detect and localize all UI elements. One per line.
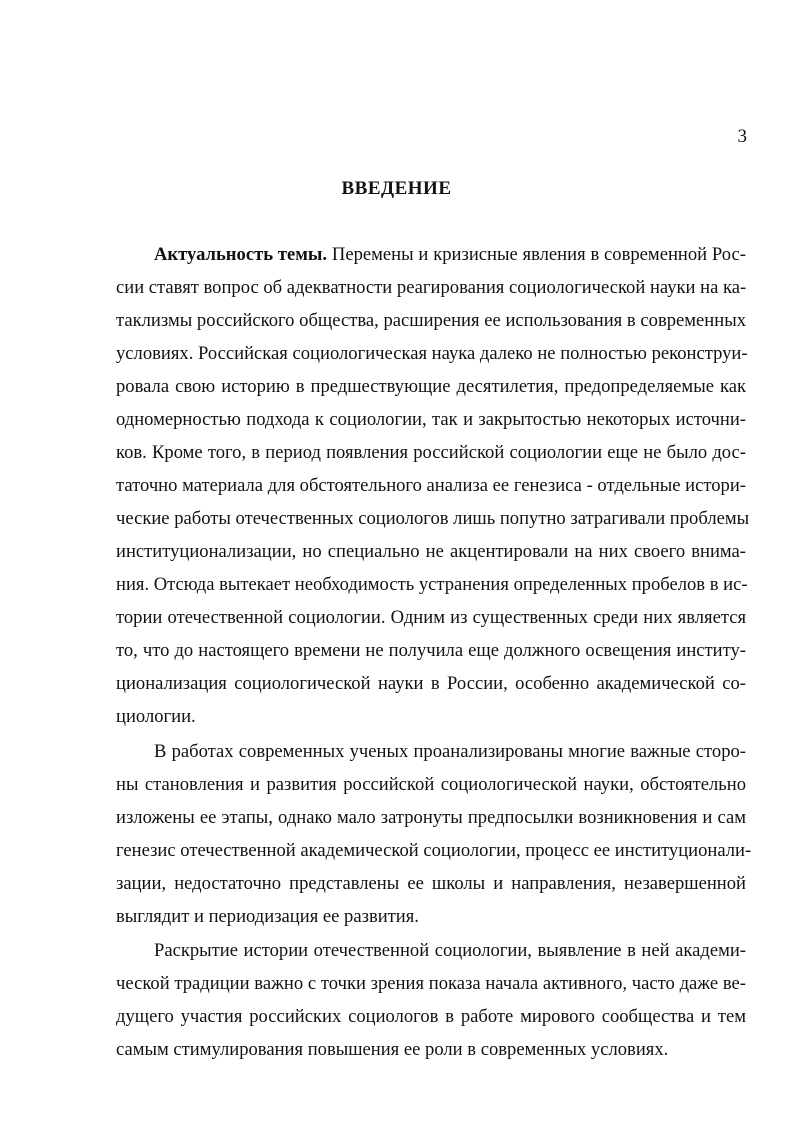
text-line-content: Перемены и кризисные явления в современной Рос- xyxy=(327,244,746,265)
text-line: ков. Кроме того, в период появления российской социологии еще не было дос- xyxy=(116,442,746,463)
text-line: выглядит и периодизация ее развития. xyxy=(116,906,419,927)
page-title: ВВЕДЕНИЕ xyxy=(341,178,452,199)
text-line: ны становления и развития российской социологической науки, обстоятельно xyxy=(116,774,746,795)
text-line: дущего участия российских социологов в работе мирового сообщества и тем xyxy=(116,1006,746,1027)
text-line xyxy=(154,240,746,270)
page-number: 3 xyxy=(737,126,747,147)
text-line: условиях. Российская социологическая наука далеко не полностью реконструи- xyxy=(116,343,748,364)
text-line: В работах современных ученых проанализированы многие важные сторо- xyxy=(154,741,746,762)
paragraph-lead: Актуальность темы. xyxy=(154,244,328,265)
text-line: Раскрытие истории отечественной социологии, выявление в ней академи- xyxy=(154,940,746,961)
text-line: изложены ее этапы, однако мало затронуты предпосылки возникновения и сам xyxy=(116,807,746,828)
text-line: ровала свою историю в предшествующие десятилетия, предопределяемые как xyxy=(116,376,746,397)
text-line: таточно материала для обстоятельного анализа ее генезиса - отдельные истори- xyxy=(116,475,746,496)
text-line: таклизмы российского общества, расширения ее использования в современных xyxy=(116,310,746,331)
text-line: ния. Отсюда вытекает необходимость устранения определенных пробелов в ис- xyxy=(116,574,748,595)
text-line: зации, недостаточно представлены ее школы и направления, незавершенной xyxy=(116,873,746,894)
text-line: ческой традиции важно с точки зрения показа начала активного, часто даже ве- xyxy=(116,973,746,994)
text-line: циологии. xyxy=(116,706,196,727)
text-line: генезис отечественной академической социологии, процесс ее институционали- xyxy=(116,840,752,861)
text-line: ционализация социологической науки в России, особенно академической со- xyxy=(116,673,746,694)
text-line: то, что до настоящего времени не получила еще должного освещения институ- xyxy=(116,640,746,661)
text-line: тории отечественной социологии. Одним из существенных среди них является xyxy=(116,607,746,628)
text-line: институционализации, но специально не акцентировали на них своего внима- xyxy=(116,541,746,562)
text-line: самым стимулирования повышения ее роли в современных условиях. xyxy=(116,1039,669,1060)
text-line: ческие работы отечественных социологов лишь попутно затрагивали проблемы xyxy=(116,508,750,529)
text-line: одномерностью подхода к социологии, так и закрытостью некоторых источни- xyxy=(116,409,746,430)
text-line: сии ставят вопрос об адекватности реагирования социологической науки на ка- xyxy=(116,277,747,298)
